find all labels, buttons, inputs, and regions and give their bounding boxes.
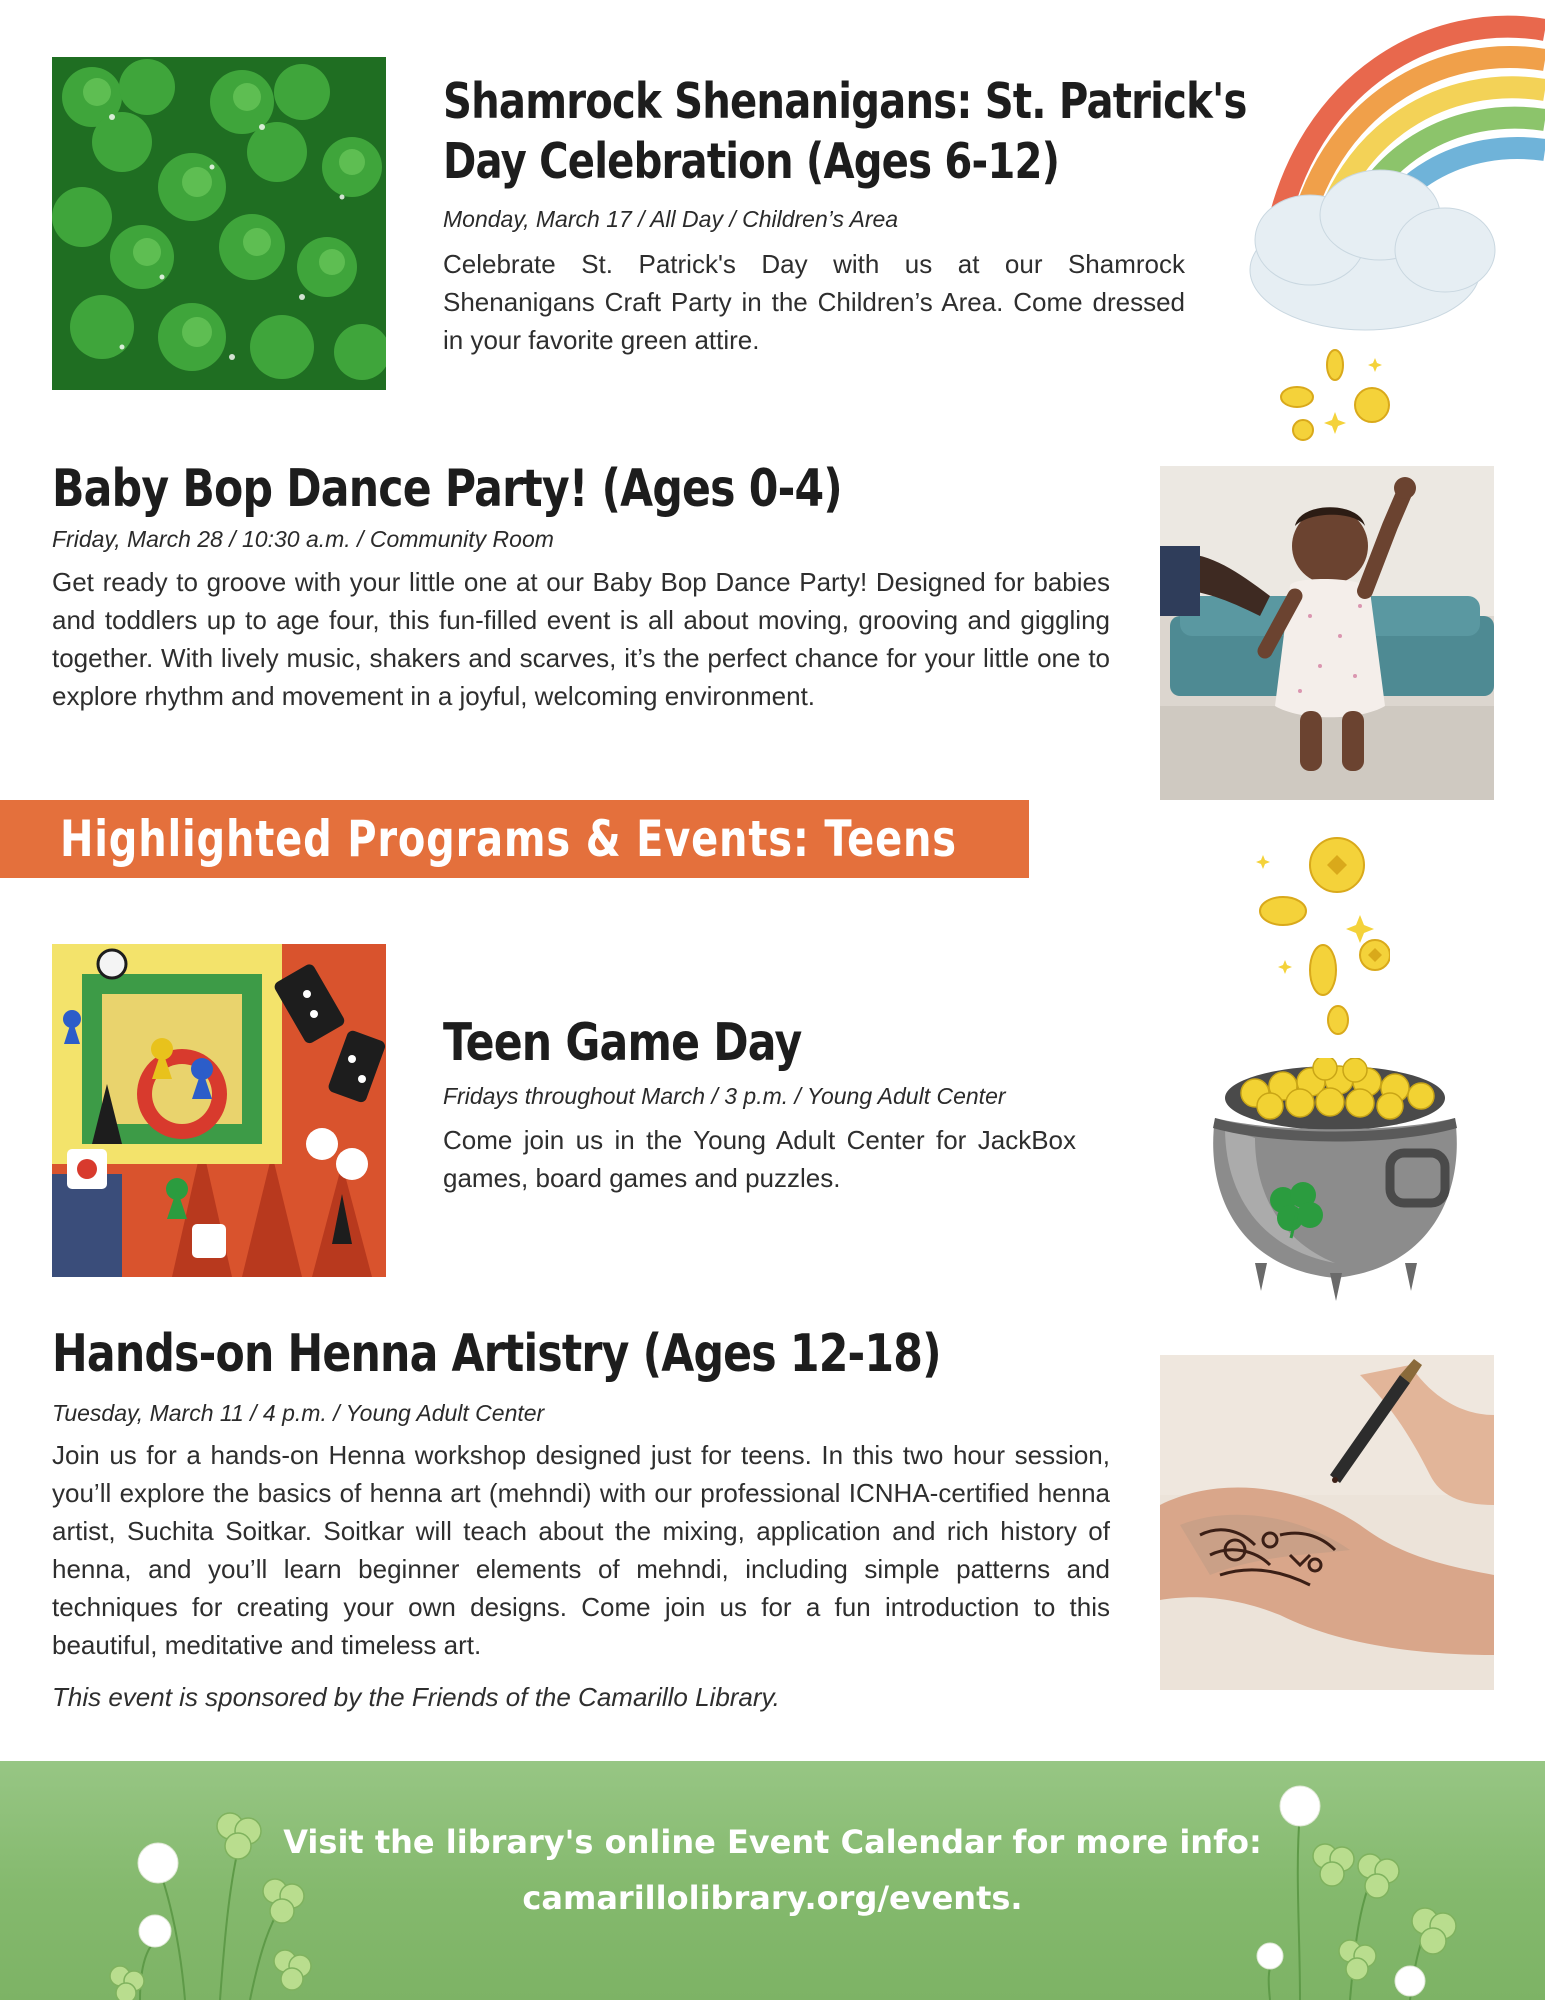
section-banner: [0, 800, 1029, 878]
shamrock-clover-photo: [52, 57, 386, 390]
board-games-photo: [52, 944, 386, 1277]
gold-coins-icon: [1255, 835, 1390, 1040]
event-meta: Friday, March 28 / 10:30 a.m. / Community Room: [52, 526, 554, 552]
henna-hands-photo: [1160, 1355, 1494, 1690]
event-meta: Fridays throughout March / 3 p.m. / Young Adult Center: [443, 1083, 1006, 1109]
footer-line-1: Visit the library's online Event Calendar for more info:: [283, 1823, 1262, 1861]
pot-of-gold-icon: [1195, 1058, 1485, 1313]
event-title: Teen Game Day: [443, 1013, 802, 1073]
dancing-baby-photo: [1160, 466, 1494, 800]
event-description: Come join us in the Young Adult Center for JackBox games, board games and puzzles.: [443, 1125, 1076, 1193]
event-title-line-1: Shamrock Shenanigans: St. Patrick's: [443, 73, 1247, 130]
clover-flowers-icon: [1240, 1771, 1470, 2000]
footer: [0, 1761, 1545, 2000]
event-title: Baby Bop Dance Party! (Ages 0-4): [52, 459, 842, 519]
footer-events-link[interactable]: camarillolibrary.org/events.: [522, 1879, 1023, 1917]
section-banner-title: Highlighted Programs & Events: Teens: [60, 810, 957, 868]
event-title-line-2: Day Celebration (Ages 6-12): [443, 133, 1060, 190]
event-meta: Monday, March 17 / All Day / Children’s Area: [443, 206, 899, 232]
event-meta: Tuesday, March 11 / 4 p.m. / Young Adult Center: [52, 1400, 545, 1426]
sponsor-note: This event is sponsored by the Friends of the Camarillo Library.: [52, 1682, 780, 1712]
event-description: Get ready to groove with your little one at our Baby Bop Dance Party! Designed for babies and toddlers up to age four, this fun-filled event is all about moving, grooving and giggling together. With lively music, shakers and scarves, it’s the perfect chance for your little one to explore rhythm and movement in a joyful, welcoming environment.: [52, 567, 1110, 711]
event-title: Hands-on Henna Artistry (Ages 12-18): [52, 1324, 941, 1384]
event-description: Celebrate St. Patrick's Day with us at our Shamrock Shenanigans Craft Party in the Children’s Area. Come dressed in your favorite green attire.: [443, 249, 1185, 355]
event-description: Join us for a hands-on Henna workshop designed just for teens. In this two hour session, you’ll explore the basics of henna art (mehndi) with our professional ICNHA-certified henna artist, Suchita Soitkar. Soitkar will teach about the mixing, application and rich history of henna, and you’ll learn beginner elements of mehndi, including simple patterns and techniques for creating your own designs. Come join us for a fun introduction to this beautiful, meditative and timeless art.: [52, 1440, 1110, 1660]
rainbow-cloud-icon: [1215, 0, 1545, 450]
event-title: [443, 72, 1247, 192]
